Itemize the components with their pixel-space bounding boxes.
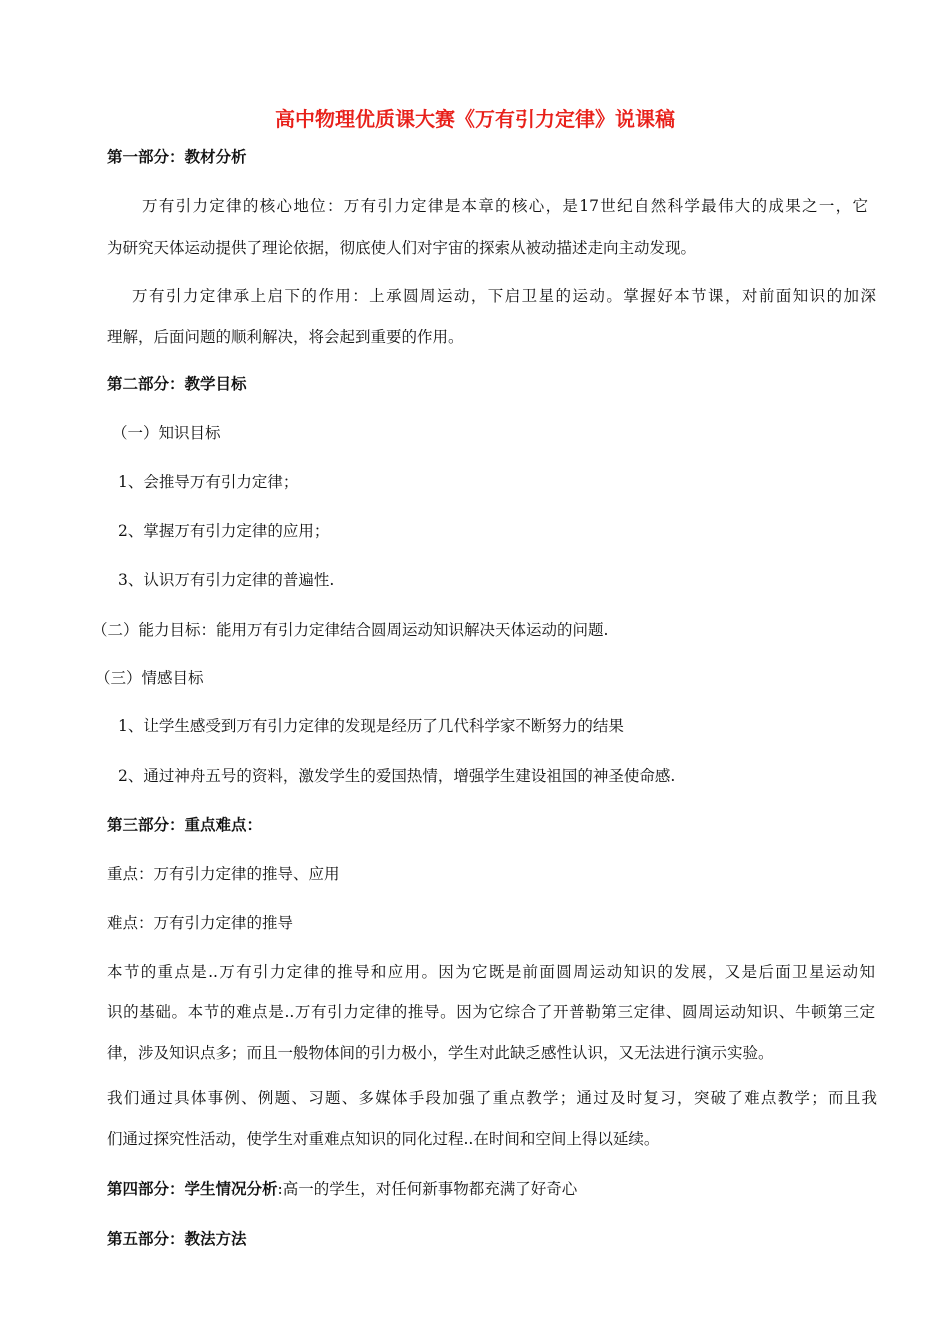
section-1-paragraph-2-line-2: 理解，后面问题的顺利解决，将会起到重要的作用。 <box>107 328 464 346</box>
section-3-paragraph-1-line-2: 识的基础。本节的难点是..万有引力定律的推导。因为它综合了开普勒第三定律、圆周运动知识、牛顿第三定 <box>107 1003 875 1021</box>
key-point: 重点：万有引力定律的推导、应用 <box>107 865 340 883</box>
section-1-paragraph-1-line-2: 为研究天体运动提供了理论依据，彻底使人们对宇宙的探索从被动描述走向主动发现。 <box>107 239 697 257</box>
emotion-goal-item: 2、通过神舟五号的资料，激发学生的爱国热情，增强学生建设祖国的神圣使命感. <box>118 767 676 785</box>
document-title: 高中物理优质课大赛《万有引力定律》说课稿 <box>275 107 675 131</box>
knowledge-goals-heading: （一）知识目标 <box>112 424 221 442</box>
section-3-paragraph-2-line-2: 们通过探究性活动，使学生对重难点知识的同化过程..在时间和空间上得以延续。 <box>107 1130 660 1148</box>
section-1-paragraph-1-line-1: 万有引力定律的核心地位：万有引力定律是本章的核心，是17世纪自然科学最伟大的成果之一，它 <box>142 197 868 215</box>
section-3-heading: 第三部分：重点难点： <box>107 815 263 834</box>
section-3-paragraph-1-line-3: 律，涉及知识点多；而且一般物体间的引力极小，学生对此缺乏感性认识，又无法进行演示实验。 <box>107 1044 774 1062</box>
section-4-text: :高一的学生，对任何新事物都充满了好奇心 <box>277 1180 578 1198</box>
section-1-heading: 第一部分：教材分析 <box>107 147 247 166</box>
knowledge-goal-item: 2、掌握万有引力定律的应用； <box>118 522 330 540</box>
section-2-heading: 第二部分：教学目标 <box>107 374 247 393</box>
emotion-goal-item: 1、让学生感受到万有引力定律的发现是经历了几代科学家不断努力的结果 <box>118 717 624 735</box>
knowledge-goal-item: 3、认识万有引力定律的普遍性. <box>118 571 335 589</box>
section-3-paragraph-2-line-1: 我们通过具体事例、例题、习题、多媒体手段加强了重点教学；通过及时复习，突破了难点教学；而且我 <box>107 1089 877 1107</box>
ability-goal: （二）能力目标：能用万有引力定律结合圆周运动知识解决天体运动的问题. <box>92 621 609 639</box>
section-4-heading: 第四部分：学生情况分析 <box>107 1179 278 1198</box>
emotion-goals-heading: （三）情感目标 <box>95 669 204 687</box>
section-1-paragraph-2-line-1: 万有引力定律承上启下的作用：上承圆周运动，下启卫星的运动。掌握好本节课，对前面知识的加深 <box>132 287 876 305</box>
section-3-paragraph-1-line-1: 本节的重点是..万有引力定律的推导和应用。因为它既是前面圆周运动知识的发展，又是后面卫星运动知 <box>107 963 875 981</box>
knowledge-goal-item: 1、会推导万有引力定律； <box>118 473 299 491</box>
difficult-point: 难点：万有引力定律的推导 <box>107 914 294 932</box>
section-4-line <box>107 1179 577 1199</box>
section-5-heading: 第五部分：教法方法 <box>107 1229 247 1248</box>
